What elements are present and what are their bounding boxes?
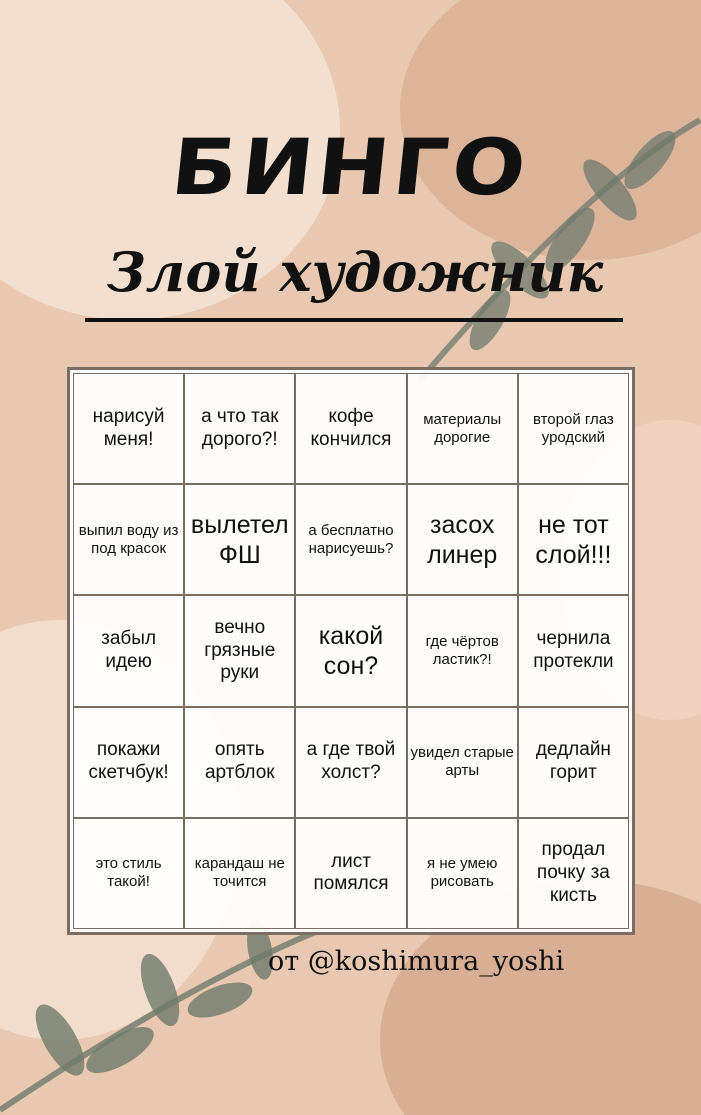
bingo-cell[interactable]: кофе кончился	[295, 373, 406, 484]
subtitle-underline	[85, 318, 623, 322]
bingo-cell[interactable]: продал почку за кисть	[518, 818, 629, 929]
bingo-cell[interactable]: материалы дорогие	[407, 373, 518, 484]
bingo-cell[interactable]: карандаш не точится	[184, 818, 295, 929]
bingo-cell[interactable]: какой сон?	[295, 595, 406, 706]
bingo-board	[67, 367, 635, 935]
bingo-cell[interactable]: покажи скетчбук!	[73, 707, 184, 818]
author-credit: от @koshimura_yoshi	[268, 946, 565, 977]
bingo-cell[interactable]: чернила протекли	[518, 595, 629, 706]
bingo-cell[interactable]: где чёртов ластик?!	[407, 595, 518, 706]
bingo-cell[interactable]: я не умею рисовать	[407, 818, 518, 929]
bingo-cell[interactable]: дедлайн горит	[518, 707, 629, 818]
bingo-cell[interactable]: вечно грязные руки	[184, 595, 295, 706]
bingo-cell[interactable]: а бесплатно нарисуешь?	[295, 484, 406, 595]
bingo-cell[interactable]: вылетел ФШ	[184, 484, 295, 595]
bingo-cell[interactable]: забыл идею	[73, 595, 184, 706]
bingo-cell[interactable]: увидел старые арты	[407, 707, 518, 818]
page-title: БИНГО	[167, 123, 534, 213]
bingo-cell[interactable]: нарисуй меня!	[73, 373, 184, 484]
bingo-cell[interactable]: опять артблок	[184, 707, 295, 818]
page-subtitle: Злой художник	[106, 240, 604, 304]
bingo-cell[interactable]: а где твой холст?	[295, 707, 406, 818]
bingo-cell[interactable]: лист помялся	[295, 818, 406, 929]
bingo-cell[interactable]: а что так дорого?!	[184, 373, 295, 484]
bingo-cell[interactable]: это стиль такой!	[73, 818, 184, 929]
bingo-cell[interactable]: не тот слой!!!	[518, 484, 629, 595]
bingo-cell[interactable]: засох линер	[407, 484, 518, 595]
bingo-cell[interactable]: выпил воду из под красок	[73, 484, 184, 595]
bingo-grid	[73, 373, 629, 929]
bingo-cell[interactable]: второй глаз уродский	[518, 373, 629, 484]
